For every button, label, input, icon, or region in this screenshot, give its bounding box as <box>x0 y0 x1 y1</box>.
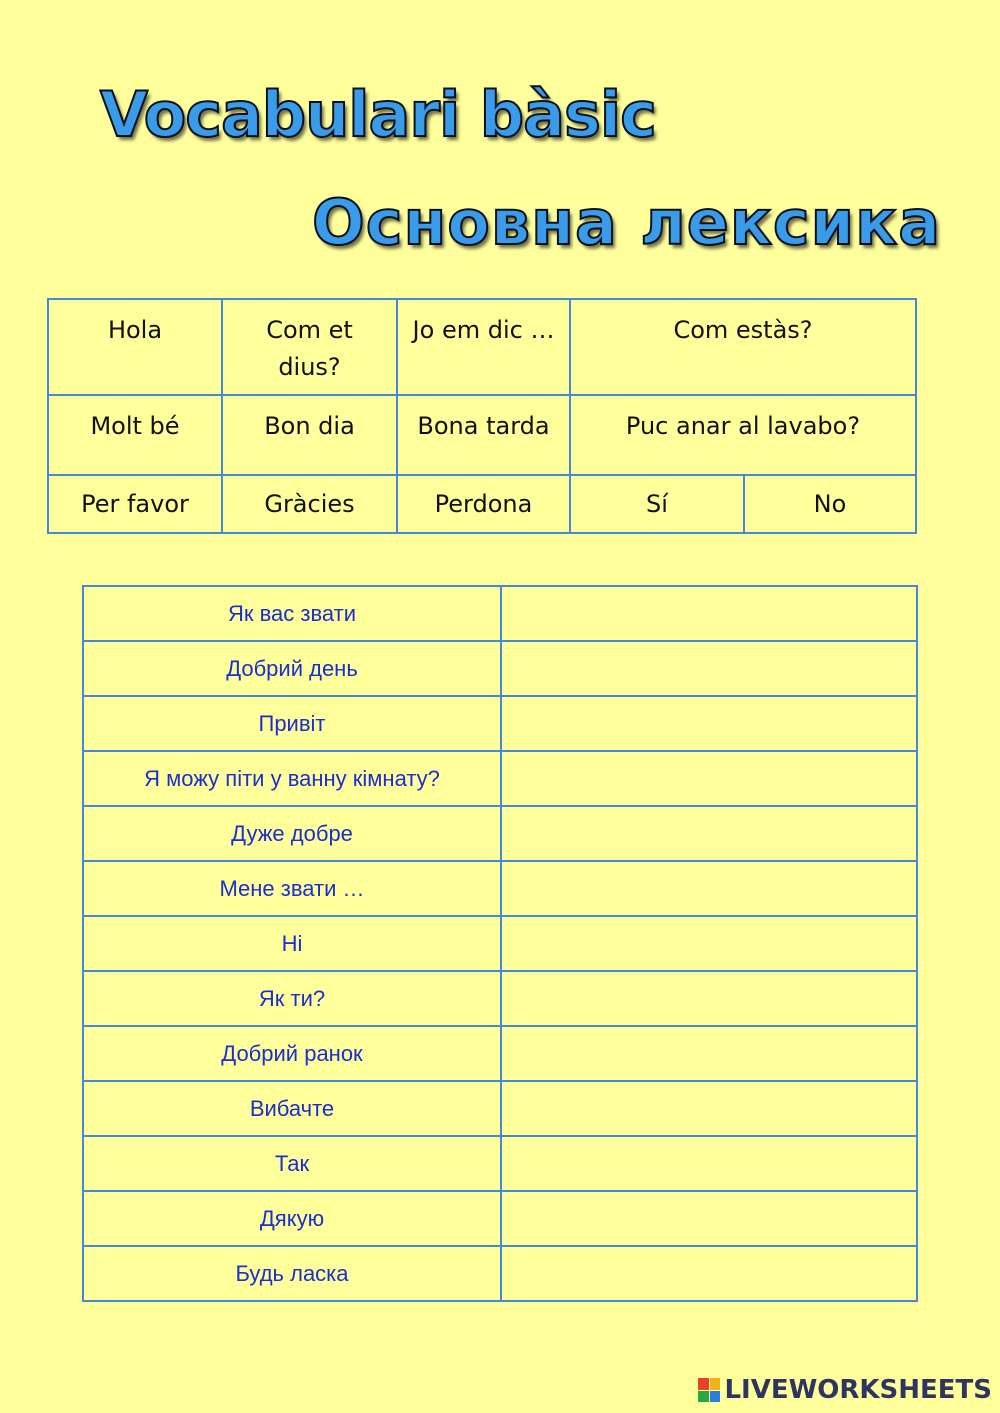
ukrainian-phrase: Добрий ранок <box>83 1026 501 1081</box>
answer-field[interactable] <box>501 1026 917 1081</box>
ukrainian-phrase: Вибачте <box>83 1081 501 1136</box>
ukrainian-phrase: Як вас звати <box>83 586 501 641</box>
ukrainian-phrase: Як ти? <box>83 971 501 1026</box>
answer-field[interactable] <box>501 1246 917 1301</box>
answer-field[interactable] <box>501 861 917 916</box>
vocab-word: Bon dia <box>223 396 398 476</box>
translation-row <box>83 586 917 641</box>
translation-row <box>83 916 917 971</box>
answer-field[interactable] <box>501 806 917 861</box>
logo-text: LIVEWORKSHEETS <box>724 1375 992 1405</box>
translation-row <box>83 1246 917 1301</box>
ukrainian-phrase: Мене звати … <box>83 861 501 916</box>
vocab-word: Jo em dic … <box>398 300 571 396</box>
ukrainian-phrase: Ні <box>83 916 501 971</box>
answer-field[interactable] <box>501 586 917 641</box>
answer-field[interactable] <box>501 916 917 971</box>
ukrainian-phrase: Так <box>83 1136 501 1191</box>
vocab-word: Sí <box>571 476 745 532</box>
answer-field[interactable] <box>501 641 917 696</box>
vocab-word: Molt bé <box>49 396 223 476</box>
translation-row <box>83 806 917 861</box>
translation-row <box>83 1081 917 1136</box>
translation-row <box>83 696 917 751</box>
vocab-word: Com estàs? <box>571 300 915 396</box>
translation-table <box>82 585 918 1302</box>
vocab-word: No <box>813 490 847 518</box>
answer-field[interactable] <box>501 971 917 1026</box>
ukrainian-phrase: Я можу піти у ванну кімнату? <box>83 751 501 806</box>
liveworksheets-logo <box>698 1375 992 1405</box>
ukrainian-phrase: Дуже добре <box>83 806 501 861</box>
answer-field[interactable] <box>501 751 917 806</box>
translation-row <box>83 751 917 806</box>
ukrainian-phrase: Добрий день <box>83 641 501 696</box>
vocab-word: Gràcies <box>223 476 398 532</box>
answer-field[interactable] <box>501 696 917 751</box>
vocab-word: Perdona <box>398 476 571 532</box>
vocab-word: Com et dius? <box>223 300 398 396</box>
translation-row <box>83 861 917 916</box>
ukrainian-phrase: Будь ласка <box>83 1246 501 1301</box>
title-ukrainian: Основна лексика <box>312 186 942 259</box>
liveworksheets-logo-icon <box>698 1378 720 1402</box>
translation-row <box>83 641 917 696</box>
ukrainian-phrase: Привіт <box>83 696 501 751</box>
vocab-word: Per favor <box>49 476 223 532</box>
ukrainian-phrase: Дякую <box>83 1191 501 1246</box>
vocabulary-grid <box>47 298 917 534</box>
answer-field[interactable] <box>501 1136 917 1191</box>
answer-field[interactable] <box>501 1081 917 1136</box>
translation-row <box>83 1136 917 1191</box>
vocab-word: Hola <box>49 300 223 396</box>
translation-row <box>83 1026 917 1081</box>
title-catalan: Vocabulari bàsic <box>100 78 656 151</box>
translation-row <box>83 971 917 1026</box>
vocab-word: Bona tarda <box>398 396 571 476</box>
translation-row <box>83 1191 917 1246</box>
answer-field[interactable] <box>501 1191 917 1246</box>
vocab-word: Puc anar al lavabo? <box>571 396 915 476</box>
